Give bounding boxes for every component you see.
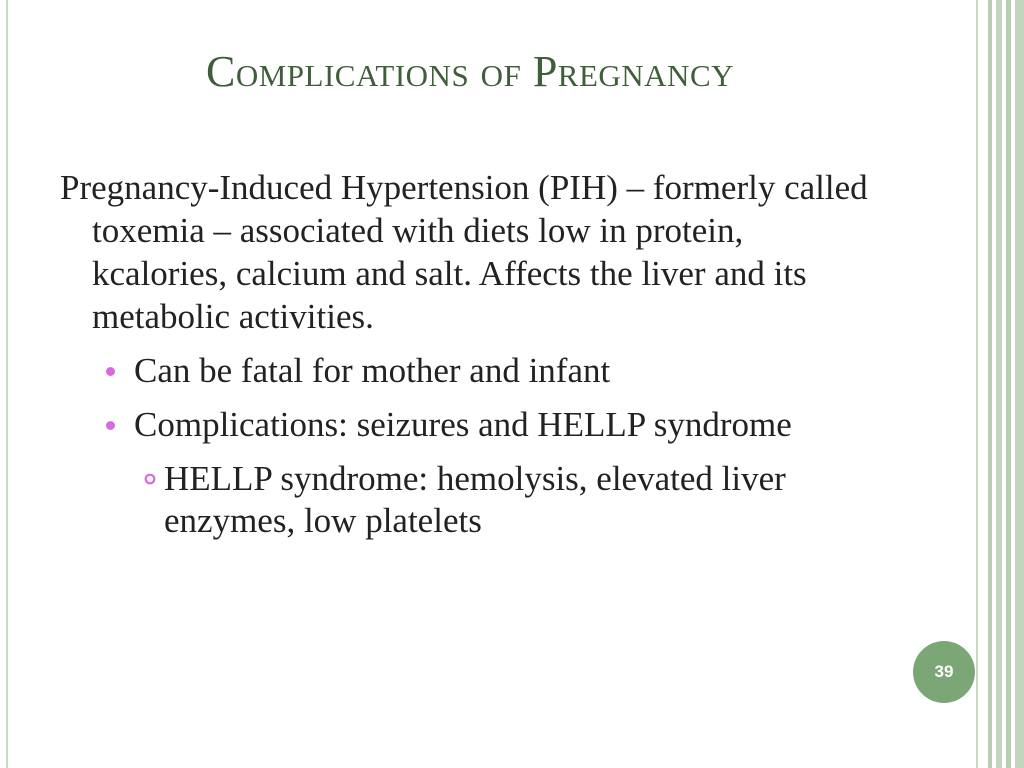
slide-title: Complications of Pregnancy — [205, 47, 735, 96]
bullet-text: Complications: seizures and HELLP syndrome — [134, 405, 792, 444]
right-frame-line — [976, 0, 978, 768]
left-frame-line — [6, 0, 8, 768]
ring-bullet-icon — [144, 473, 156, 485]
main-paragraph: Pregnancy-Induced Hypertension (PIH) – formerly called toxemia – associated with diets low in protein, kcalories, calcium and salt. Affects the liver and its metabolic activities. — [60, 168, 868, 336]
bullet-dot-icon — [106, 367, 115, 376]
right-decorative-stripes — [982, 0, 1024, 768]
bullet-dot-icon — [106, 421, 115, 430]
sub-bullet-text: HELLP syndrome: hemolysis, elevated liver enzymes, low platelets — [164, 459, 786, 540]
page-number-badge — [913, 641, 975, 703]
slide-body — [60, 166, 880, 542]
page-number: 39 — [934, 662, 954, 681]
bullet-item — [134, 350, 880, 392]
sub-bullet-item — [164, 458, 880, 542]
bullet-text: Can be fatal for mother and infant — [134, 351, 611, 390]
bullet-item — [134, 404, 880, 446]
